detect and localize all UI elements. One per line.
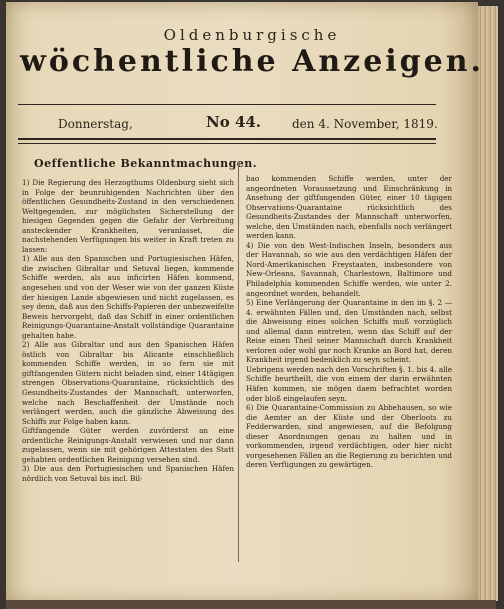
paragraph: 6) Die Quarantaine-Commission zu Abbehausen, so wie die Aemter an der Küste und der Oberloots zu Fedderwarden, sind angewiesen, auf die Befolgung dieser Anordnungen genau zu halten und in vorkommenden, irgend verdächtigen, oder hier nicht vorgesehenen Fällen an die Regierung zu berichten und deren Verfügungen zu gewärtigen.	[246, 403, 452, 470]
dateline-rule-1	[18, 138, 436, 140]
left-column	[22, 178, 234, 484]
paragraph: 1) Die Regierung des Herzogthums Oldenburg sieht sich in Folge der beunruhigenden Nachrichten über den öffentlichen Gesundheits-Zustand in den verschiedenen Weltgegenden, zur möglichsten Sicherstellung der hiesigen Gegenden gegen die Gefahr der Verbreitung ansteckender Krankheiten, veranlasset, die nachstehenden Verfügungen bis weiter in Kraft treten zu lassen:	[22, 178, 234, 254]
paragraph: 5) Eine Verlängerung der Quarantaine in den im §. 2 — 4. erwähnten Fällen und, den Umständen nach, selbst die Abweisung eines solchen Schiffs muß vorzüglich und allemal dann eintreten, wenn das Schiff auf der Reise einen Theil seiner Mannschaft durch Krankheit verloren oder wohl gar noch Kranke an Bord hat, deren Krankheit irgend bedenklich zu seyn scheint.	[246, 298, 452, 365]
paragraph: 2) Alle aus Gibraltar und aus den Spanischen Häfen östlich von Gibraltar bis Alicante einschließlich kommenden Schiffe werden, in so fern sie mit giftfangenden Gütern nicht beladen sind, einer 14tägigen strengen Observations-Quarantaine, rücksichtlich des Gesundheits-Zustandes der Mannschaft, unterworfen, welche nach Beschaffenheit der Umstände noch verlängert werden, auch die gänzliche Abweisung des Schiffs zur Folge haben kann.	[22, 340, 234, 426]
weekday: Donnerstag,	[58, 117, 133, 131]
paragraph: 4) Die von den West-Indischen Inseln, besonders aus der Havannah, so wie aus den verdächtigen Häfen der Nord-Amerikanischen Freystaaten, insbesondere von New-Orleans, Savannah, Charlestown, Baltimore und Philadelphia kommenden Schiffe werden, wie unter 2. angeordnet worden, behandelt.	[246, 240, 452, 298]
paragraph: 1) Alle aus den Spanischen und Portugiesischen Häfen, die zwischen Gibraltar und Setuval liegen, kommende Schiffe werden, als aus inficirten Häfen kommend, angesehen und von der Weser wie von der ganzen Küste der hiesigen Lande abgewiesen und nicht zugelassen, es sey denn, daß aus den Schiffs-Papieren der unbezweifelte Beweis hervorgeht, daß das Schiff in einer ordentlichen Reinigungs-Quarantaine-Anstalt vollständige Quarantaine gehalten habe.	[22, 254, 234, 340]
paragraph: Uebrigens werden nach den Vorschriften §. 1. bis 4. alle Schiffe beurtheilt, die von einem der darin erwähnten Häfen kommen, sie mögen daem befrachtet worden oder bloß eingelaufen seyn.	[246, 364, 452, 403]
issue-number: No 44.	[206, 113, 262, 131]
paragraph: bao kommenden Schiffe werden, unter der angeordneten Voraussetzung und Einschränkung in Ansehung der giftfangenden Güter, einer 10 tägigen Observations-Quarantaine rücksichtlich des Gesundheits-Zustandes der Mannschaft unterworfen, welche, den Umständen nach, ebenfalls noch verlängert werden kann.	[246, 174, 452, 241]
masthead-rule	[18, 104, 436, 105]
issue-date: den 4. November, 1819.	[292, 117, 438, 131]
page-edges	[478, 6, 498, 601]
column-divider	[238, 162, 239, 562]
dateline-rule-2	[18, 143, 436, 144]
paragraph: 3) Die aus den Portugiesischen und Spanischen Häfen nördlich von Setuval bis incl. Bil-	[22, 464, 234, 483]
paragraph: Giftfangende Güter werden zuvörderst an eine ordentliche Reinigungs-Anstalt verwiesen und nur dann zugelassen, wenn sie mit gehörigen Attestaten des Statt gehabten ordentlichen Reinigung versehen sind.	[22, 426, 234, 464]
masthead-title: wöchentliche Anzeigen.	[20, 44, 484, 79]
bottom-shadow	[6, 600, 496, 609]
section-heading: Oeffentliche Bekanntmachungen.	[34, 157, 258, 170]
masthead-line1: Oldenburgische	[163, 26, 341, 44]
right-column	[246, 174, 452, 470]
